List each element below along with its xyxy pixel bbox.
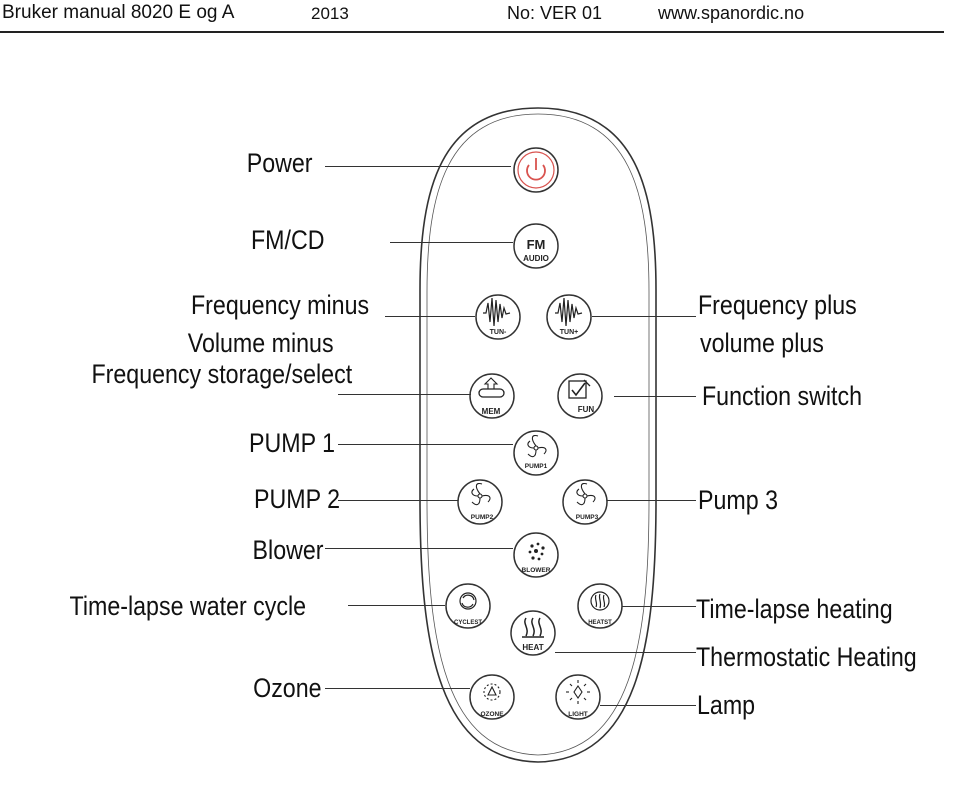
light-button[interactable] — [556, 675, 600, 719]
volume-plus-label: volume plus — [700, 328, 824, 358]
frequency-minus-leader-line — [385, 316, 475, 317]
lamp-leader-line — [600, 705, 696, 706]
ozone-button[interactable] — [470, 675, 514, 719]
fm-cd-label: FM/CD — [250, 225, 324, 255]
mem-label: MEM — [481, 407, 501, 416]
pump3-leader-line — [607, 500, 696, 501]
audio-button-label: AUDIO — [523, 254, 549, 263]
pump3-button[interactable] — [563, 480, 607, 524]
pump1-label: PUMP1 — [524, 463, 548, 470]
website-link[interactable]: www.spanordic.no — [658, 3, 805, 23]
pump2-label: PUMP2 — [470, 514, 494, 521]
time-lapse-water-label: Time-lapse water cycle — [69, 591, 306, 621]
tun-plus-button[interactable] — [547, 295, 591, 339]
pump2-label: PUMP 2 — [253, 484, 340, 514]
manual-year: 2013 — [311, 4, 349, 23]
blower-leader-line — [325, 548, 513, 549]
function-switch-leader-line — [614, 396, 696, 397]
pump1-leader-line — [338, 444, 513, 445]
fun-label: FUN — [577, 405, 595, 414]
blower-label: BLOWER — [521, 567, 551, 574]
pump1-label: PUMP 1 — [248, 428, 335, 458]
heatst-label: HEATST — [588, 620, 612, 626]
frequency-storage-leader-line — [338, 394, 471, 395]
pump3-label: PUMP3 — [575, 514, 599, 521]
time-lapse-heating-leader-line — [622, 606, 696, 607]
power-label: Power — [247, 148, 313, 178]
blower-label: Blower — [253, 535, 324, 565]
frequency-plus-label: Frequency plus — [698, 290, 857, 320]
thermostatic-heating-label: Thermostatic Heating — [696, 642, 917, 672]
cyclest-button[interactable] — [446, 584, 490, 628]
mem-button[interactable] — [470, 374, 514, 418]
ozone-label: Ozone — [253, 673, 322, 703]
manual-title: Bruker manual 8020 E og A — [2, 2, 235, 23]
heatst-button[interactable] — [578, 584, 622, 628]
tun-minus-label: TUN- — [489, 329, 507, 336]
frequency-storage-label: Frequency storage/select — [91, 359, 352, 389]
heat-button[interactable] — [511, 611, 555, 655]
function-switch-label: Function switch — [702, 381, 863, 411]
thermostatic-heating-leader-line — [555, 652, 696, 653]
power-leader-line — [325, 166, 511, 167]
blower-button[interactable] — [514, 533, 558, 577]
cyclest-label: CYCLEST — [453, 620, 483, 626]
time-lapse-water-leader-line — [348, 605, 445, 606]
frequency-plus-leader-line — [592, 316, 696, 317]
tun-minus-button[interactable] — [476, 295, 520, 339]
pump2-leader-line — [338, 500, 458, 501]
time-lapse-heating-label: Time-lapse heating — [696, 594, 893, 624]
frequency-minus-label: Frequency minus — [190, 290, 369, 320]
pump3-label: Pump 3 — [698, 485, 779, 515]
lamp-label: Lamp — [697, 690, 756, 720]
power-button[interactable] — [514, 148, 558, 192]
fun-button[interactable] — [558, 374, 602, 418]
ozone-leader-line — [325, 688, 470, 689]
pump2-button[interactable] — [458, 480, 502, 524]
manual-version: No: VER 01 — [507, 3, 603, 23]
light-label: LIGHT — [568, 711, 588, 718]
tun-plus-label: TUN+ — [559, 329, 579, 336]
ozone-label: OZONE — [480, 711, 504, 718]
fm-button-label: FM — [526, 237, 546, 252]
fm-cd-leader-line — [390, 242, 513, 243]
heat-label: HEAT — [522, 643, 544, 652]
volume-minus-label: Volume minus — [188, 328, 334, 358]
pump1-button[interactable] — [514, 431, 558, 475]
fm-audio-button[interactable] — [514, 224, 558, 268]
